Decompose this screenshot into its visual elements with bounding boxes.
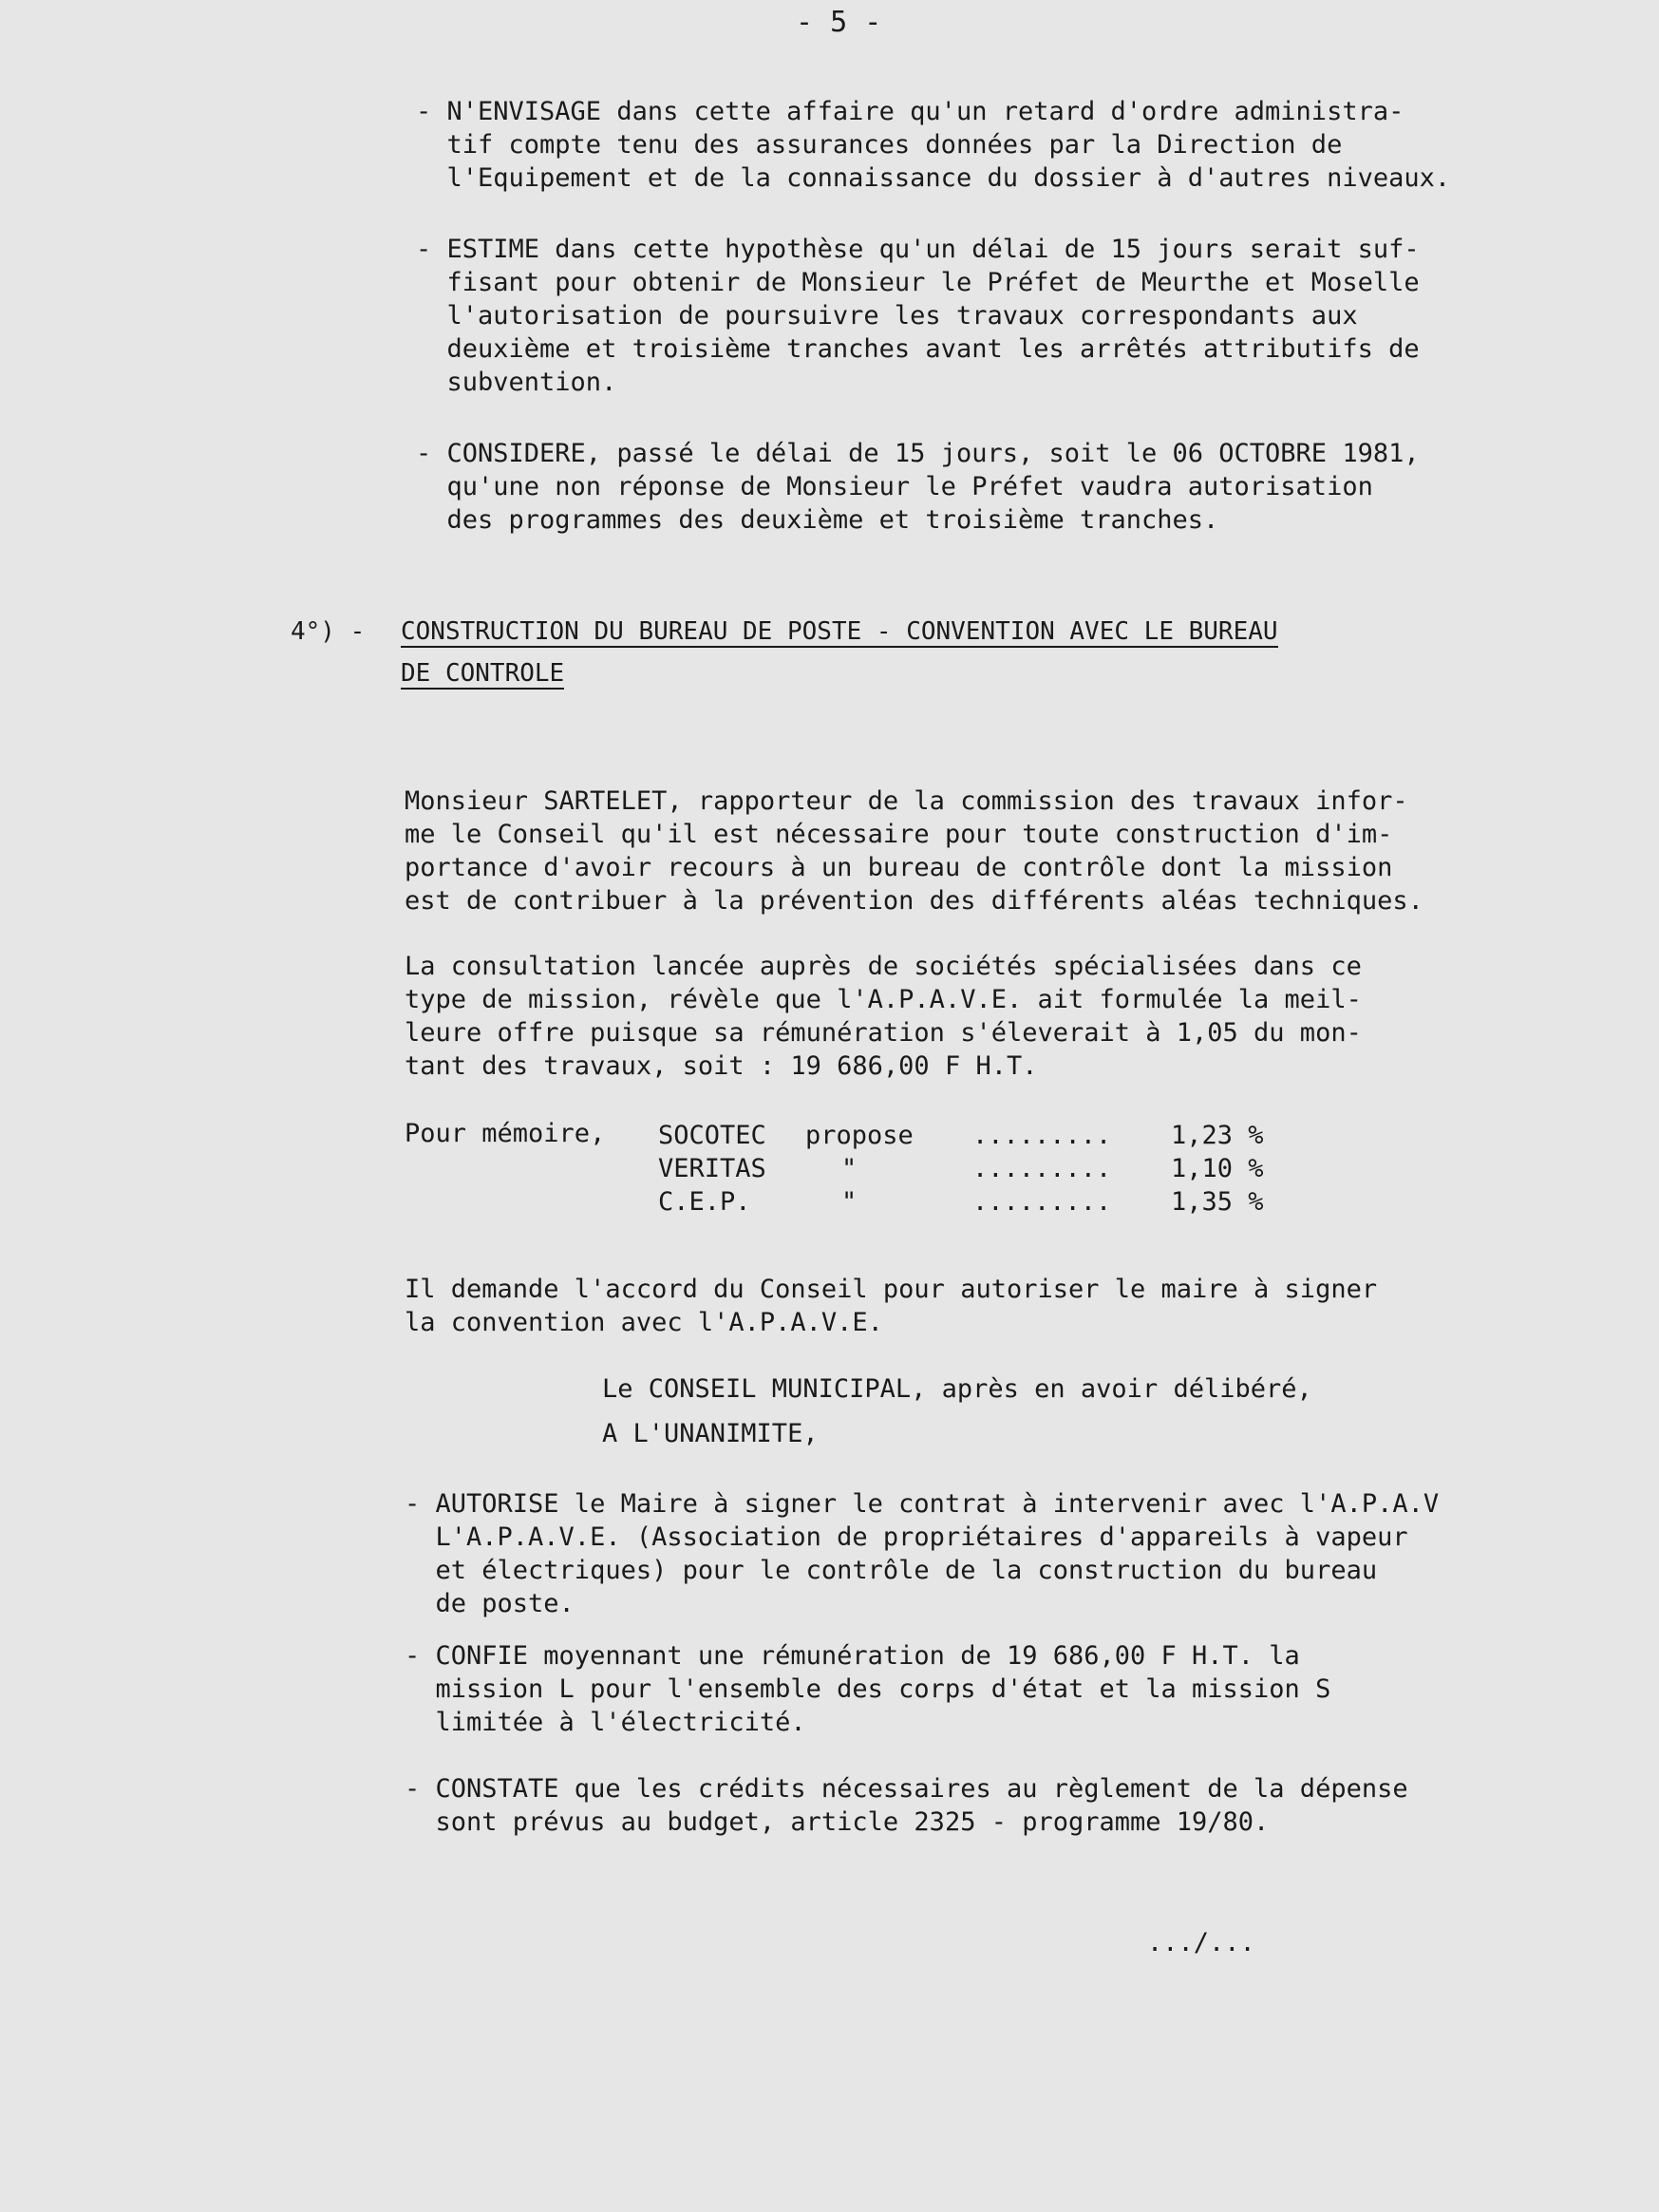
- memo-verb: propose: [805, 1121, 914, 1150]
- section-title-line2: DE CONTROLE: [401, 659, 565, 688]
- text-line: l'Equipement et de la connaissance du dossier à d'autres niveaux.: [416, 163, 1451, 193]
- memo-name: C.E.P.: [658, 1187, 751, 1217]
- text-line: subvention.: [416, 368, 617, 397]
- memo-name: VERITAS: [658, 1154, 766, 1183]
- text-line: tif compte tenu des assurances données par la Direction de: [416, 130, 1343, 160]
- memo-verb: ": [841, 1187, 858, 1217]
- text-line: - CONSIDERE, passé le délai de 15 jours, soit le 06 OCTOBRE 1981,: [416, 439, 1420, 468]
- memo-verb: ": [841, 1154, 858, 1183]
- memo-value: 1,10 %: [1171, 1154, 1264, 1183]
- section-title: [401, 615, 1278, 690]
- paragraph-request: [405, 1273, 1377, 1339]
- decision: [602, 1372, 1312, 1450]
- paragraph-rapporteur: [405, 785, 1423, 917]
- text-line: des programmes des deuxième et troisième tranches.: [416, 505, 1219, 535]
- resolution-autorise: [405, 1487, 1439, 1620]
- paragraph-consultation: [405, 950, 1362, 1083]
- memo-value: 1,23 %: [1171, 1121, 1264, 1150]
- text-line: mission L pour l'ensemble des corps d'état et la mission S: [405, 1674, 1331, 1704]
- list-item-envisage: [416, 95, 1450, 195]
- text-line: tant des travaux, soit : 19 686,00 F H.T.: [405, 1051, 1038, 1081]
- text-line: et électriques) pour le contrôle de la construction du bureau: [405, 1556, 1378, 1585]
- text-line: type de mission, révèle que l'A.P.A.V.E. ait formulée la meil-: [405, 985, 1362, 1014]
- text-line: portance d'avoir recours à un bureau de contrôle dont la mission: [405, 853, 1393, 882]
- text-line: qu'une non réponse de Monsieur le Préfet vaudra autorisation: [416, 472, 1373, 501]
- memo-value: 1,35 %: [1171, 1187, 1264, 1217]
- text-line: Monsieur SARTELET, rapporteur de la commission des travaux infor-: [405, 786, 1408, 816]
- decision-line1: Le CONSEIL MUNICIPAL, après en avoir délibéré,: [602, 1374, 1312, 1404]
- list-item-estime: [416, 233, 1420, 399]
- section-title-line1: CONSTRUCTION DU BUREAU DE POSTE - CONVENTION AVEC LE BUREAU: [401, 617, 1278, 646]
- text-line: me le Conseil qu'il est nécessaire pour toute construction d'im-: [405, 820, 1393, 849]
- text-line: leure offre puisque sa rémunération s'éleverait à 1,05 du mon-: [405, 1018, 1362, 1048]
- list-item-considere: [416, 437, 1420, 537]
- text-line: limitée à l'électricité.: [405, 1708, 806, 1737]
- text-line: fisant pour obtenir de Monsieur le Préfet de Meurthe et Moselle: [416, 268, 1420, 297]
- text-line: - CONSTATE que les crédits nécessaires au règlement de la dépense: [405, 1774, 1408, 1804]
- resolution-constate: [405, 1772, 1408, 1839]
- text-line: de poste.: [405, 1589, 575, 1618]
- memo-dots: .........: [972, 1187, 1112, 1217]
- text-line: - CONFIE moyennant une rémunération de 19 686,00 F H.T. la: [405, 1641, 1300, 1671]
- decision-line2: A L'UNANIMITE,: [602, 1419, 819, 1448]
- memo-label: Pour mémoire,: [405, 1119, 606, 1148]
- text-line: - N'ENVISAGE dans cette affaire qu'un retard d'ordre administra-: [416, 97, 1404, 126]
- text-line: l'autorisation de poursuivre les travaux correspondants aux: [416, 301, 1358, 331]
- memo-name: SOCOTEC: [658, 1121, 766, 1150]
- text-line: L'A.P.A.V.E. (Association de propriétaires d'appareils à vapeur: [405, 1522, 1408, 1552]
- section-number-text: 4°) -: [291, 617, 366, 646]
- text-line: sont prévus au budget, article 2325 - programme 19/80.: [405, 1807, 1270, 1837]
- section-number: [291, 615, 365, 649]
- memo-dots: .........: [972, 1154, 1112, 1183]
- text-line: - ESTIME dans cette hypothèse qu'un délai de 15 jours serait suf-: [416, 235, 1420, 264]
- memo-dots: .........: [972, 1121, 1112, 1150]
- continuation-mark: .../...: [1147, 1928, 1255, 1957]
- page-number: - 5 -: [796, 6, 882, 39]
- text-line: la convention avec l'A.P.A.V.E.: [405, 1308, 883, 1337]
- text-line: est de contribuer à la prévention des différents aléas techniques.: [405, 886, 1423, 916]
- text-line: - AUTORISE le Maire à signer le contrat à intervenir avec l'A.P.A.V: [405, 1489, 1440, 1519]
- text-line: La consultation lancée auprès de sociétés spécialisées dans ce: [405, 952, 1362, 981]
- text-line: Il demande l'accord du Conseil pour autoriser le maire à signer: [405, 1275, 1378, 1304]
- text-line: deuxième et troisième tranches avant les arrêtés attributifs de: [416, 334, 1420, 364]
- resolution-confie: [405, 1639, 1330, 1739]
